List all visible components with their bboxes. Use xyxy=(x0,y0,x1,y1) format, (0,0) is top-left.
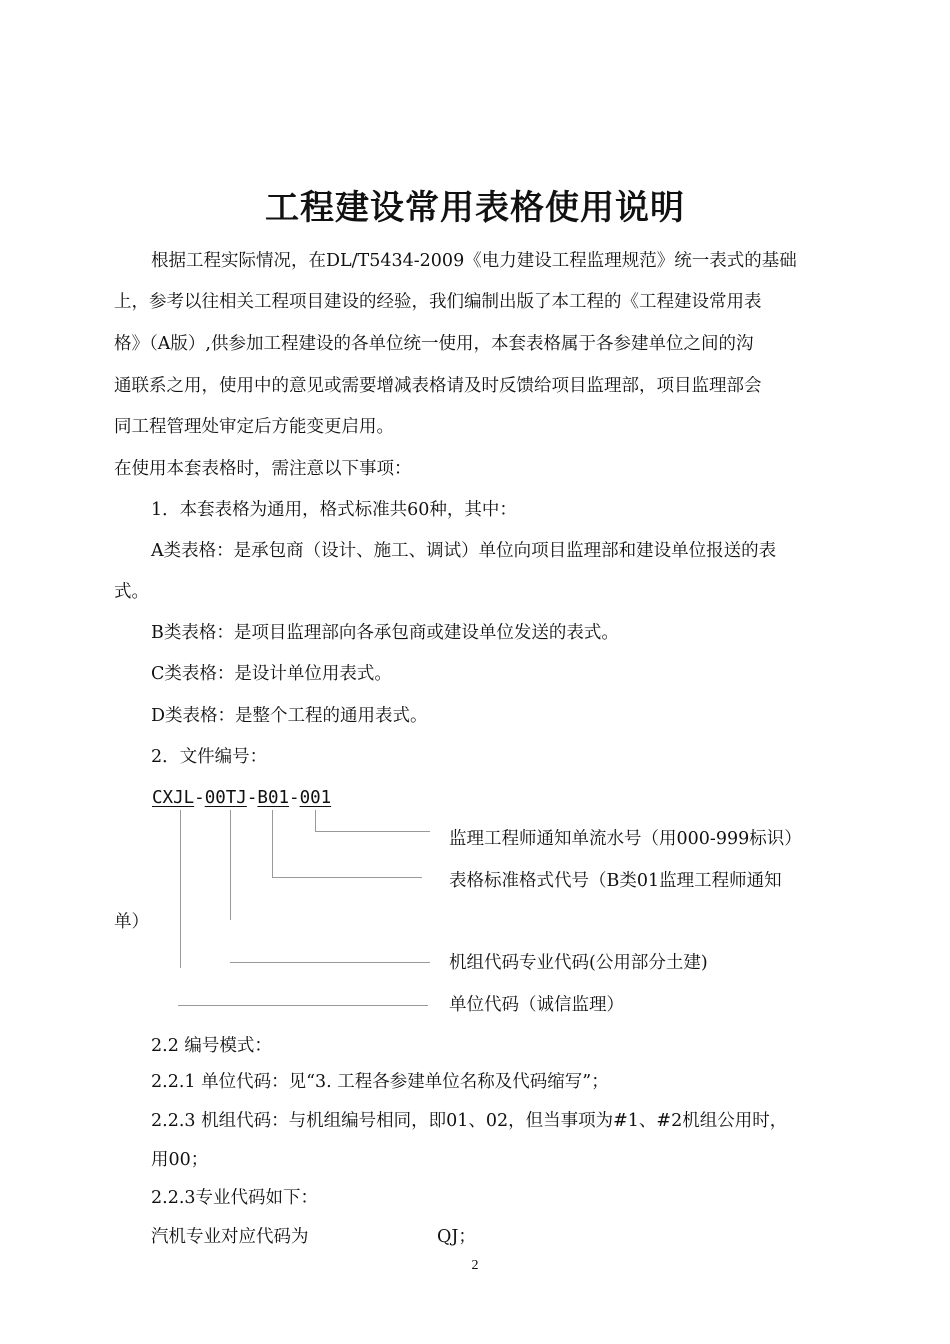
class-b: B类表格：是项目监理部向各承包商或建设单位发送的表式。 xyxy=(151,623,619,643)
connector-unit-spec-v xyxy=(230,810,231,920)
turbine-code: QJ； xyxy=(437,1227,476,1247)
connector-serial-v xyxy=(315,810,316,832)
intro-line-2: 上，参考以往相关工程项目建设的经验，我们编制出版了本工程的《工程建设常用表 xyxy=(114,292,762,312)
document-title: 工程建设常用表格使用说明 xyxy=(265,188,685,228)
code-serial: 001 xyxy=(299,788,332,808)
section-2-2-3-line-2: 用00； xyxy=(151,1150,209,1170)
code-sep: - xyxy=(246,788,258,808)
section-2-2-1: 2.2.1 单位代码：见“3. 工程各参建单位名称及代码缩写”； xyxy=(151,1072,609,1092)
section-2-2-3-specialty: 2.2.3专业代码如下： xyxy=(151,1188,319,1208)
item-1: 1．本套表格为通用，格式标准共60种，其中： xyxy=(151,500,517,520)
legend-unit-spec: 机组代码专业代码(公用部分土建) xyxy=(449,953,708,973)
section-2-2: 2.2 编号模式： xyxy=(151,1036,272,1056)
intro-line-1: 根据工程实际情况，在DL/T5434-2009《电力建设工程监理规范》统一表式的基础 xyxy=(151,251,797,271)
intro-line-4: 通联系之用，使用中的意见或需要增减表格请及时反馈给项目监理部，项目监理部会 xyxy=(114,376,762,396)
notice-text: 在使用本套表格时，需注意以下事项： xyxy=(114,459,412,479)
page-number: 2 xyxy=(471,1258,479,1273)
code-unit-spec: 00TJ xyxy=(204,788,247,808)
section-2-2-3-line-1: 2.2.3 机组代码：与机组编号相同，即01、02，但当事项为#1、#2机组公用时， xyxy=(151,1111,788,1131)
class-c: C类表格：是设计单位用表式。 xyxy=(151,664,392,684)
connector-unit-v xyxy=(180,810,181,968)
connector-unit-h xyxy=(178,1005,428,1006)
code-sep: - xyxy=(194,788,205,808)
class-a-line-1: A类表格：是承包商（设计、施工、调试）单位向项目监理部和建设单位报送的表 xyxy=(151,541,777,561)
code-sep: - xyxy=(289,788,300,808)
legend-serial: 监理工程师通知单流水号（用000-999标识） xyxy=(449,829,802,849)
class-a-line-2: 式。 xyxy=(114,582,149,602)
connector-format-h xyxy=(272,877,422,878)
class-d: D类表格：是整个工程的通用表式。 xyxy=(151,706,428,726)
connector-unit-spec-h xyxy=(230,962,430,963)
item-2: 2．文件编号： xyxy=(151,747,268,767)
code-format: B01 xyxy=(257,788,290,808)
intro-line-5: 同工程管理处审定后方能变更启用。 xyxy=(114,417,394,437)
intro-line-3: 格》（A版）,供参加工程建设的各单位统一使用，本套表格属于各参建单位之间的沟 xyxy=(114,334,754,354)
connector-format-v xyxy=(272,810,273,878)
connector-serial-h xyxy=(315,831,430,832)
legend-format-line-1: 表格标准格式代号（B类01监理工程师通知 xyxy=(449,871,782,891)
legend-unit: 单位代码（诚信监理） xyxy=(449,995,624,1015)
code-unit: CXJL xyxy=(152,788,195,808)
file-number-code xyxy=(152,786,331,810)
turbine-label: 汽机专业对应代码为 xyxy=(151,1227,309,1247)
legend-format-line-2: 单） xyxy=(114,912,149,932)
